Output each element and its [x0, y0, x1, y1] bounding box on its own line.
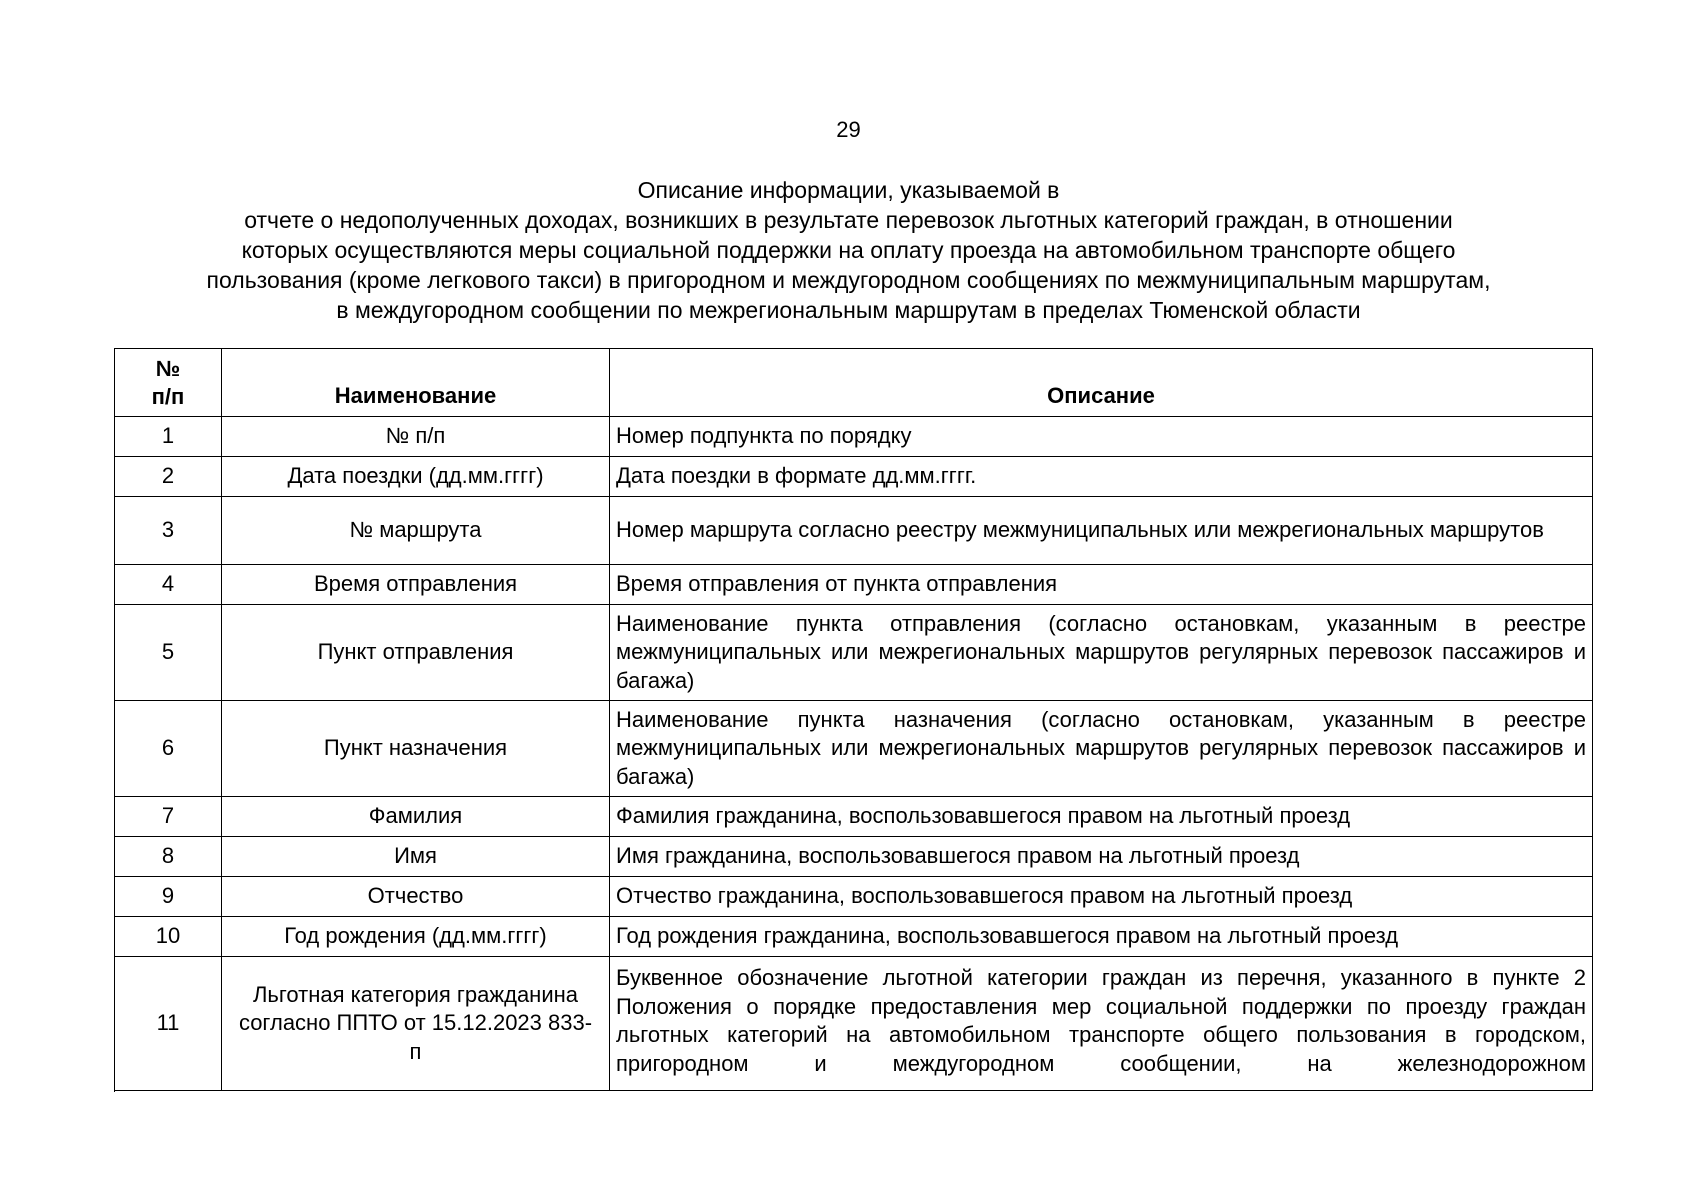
row-description [610, 917, 1593, 957]
document-title [90, 175, 1607, 325]
header-num-line1: № [155, 355, 181, 381]
row-description [610, 797, 1593, 837]
row-num: 9 [115, 877, 222, 917]
row-num: 4 [115, 565, 222, 605]
row-description-text: Отчество гражданина, воспользовавшегося правом на льготный проезд [616, 883, 1353, 909]
row-description-text: Номер подпункта по порядку [616, 423, 912, 449]
row-name: Дата поездки (дд.мм.гггг) [222, 457, 610, 497]
row-name: Отчество [222, 877, 610, 917]
row-name: № маршрута [222, 497, 610, 565]
row-num: 8 [115, 837, 222, 877]
row-description [610, 565, 1593, 605]
row-name: Фамилия [222, 797, 610, 837]
row-description [610, 877, 1593, 917]
row-num: 3 [115, 497, 222, 565]
row-name: Имя [222, 837, 610, 877]
row-description [610, 701, 1593, 797]
row-description [610, 957, 1593, 1091]
header-name: Наименование [222, 349, 610, 417]
row-description-text: Фамилия гражданина, воспользовавшегося правом на льготный проезд [616, 803, 1351, 829]
row-description-text: Год рождения гражданина, воспользовавшегося правом на льготный проезд [616, 923, 1399, 949]
row-num: 10 [115, 917, 222, 957]
row-description-text: Дата поездки в формате дд.мм.гггг. [616, 463, 977, 489]
row-num: 6 [115, 701, 222, 797]
row-num: 11 [115, 957, 222, 1091]
row-description-text: Наименование пункта отправления (согласно остановкам, указанным в реестре межмуниципальных или межрегиональных маршрутов регулярных перевозок пассажиров и багажа) [616, 610, 1586, 693]
row-name: Время отправления [222, 565, 610, 605]
row-description [610, 417, 1593, 457]
row-description-text: Имя гражданина, воспользовавшегося правом на льготный проезд [616, 843, 1300, 869]
row-description-text: Время отправления от пункта отправления [616, 571, 1058, 597]
row-name: Пункт назначения [222, 701, 610, 797]
row-num: 1 [115, 417, 222, 457]
info-table [114, 348, 1593, 1092]
row-num: 7 [115, 797, 222, 837]
row-name: Пункт отправления [222, 605, 610, 701]
row-name: Льготная категория гражданина согласно ППТО от 15.12.2023 833-п [222, 957, 610, 1091]
row-description-text: Наименование пункта назначения (согласно остановкам, указанным в реестре межмуниципальных или межрегиональных маршрутов регулярных перевозок пассажиров и багажа) [616, 706, 1586, 789]
row-description [610, 457, 1593, 497]
row-description-text: Номер маршрута согласно реестру межмуниципальных или межрегиональных маршрутов [616, 517, 1544, 543]
row-num: 2 [115, 457, 222, 497]
row-description [610, 837, 1593, 877]
title-line: Описание информации, указываемой в [637, 177, 1060, 203]
header-description: Описание [610, 349, 1593, 417]
page-number: 29 [836, 117, 861, 142]
title-line: в междугородном сообщении по межрегиональным маршрутам в пределах Тюменской области [336, 297, 1361, 323]
row-name: № п/п [222, 417, 610, 457]
row-description-text: Буквенное обозначение льготной категории граждан из перечня, указанного в пункте 2 Положения о порядке предоставления мер социальной поддержки по проезду граждан льготных категорий на автомобильном транспорте общего пользования в городском, пригородном и междугородном сообщении, на железнодорожном [616, 965, 1586, 1076]
header-num-line2: п/п [151, 383, 185, 409]
row-name: Год рождения (дд.мм.гггг) [222, 917, 610, 957]
row-description [610, 497, 1593, 565]
row-description [610, 605, 1593, 701]
header-num [115, 349, 222, 417]
title-line: отчете о недополученных доходах, возникших в результате перевозок льготных категорий граждан, в отношении [244, 207, 1453, 233]
title-line: которых осуществляются меры социальной поддержки на оплату проезда на автомобильном транспорте общего [241, 237, 1456, 263]
row-num: 5 [115, 605, 222, 701]
title-line: пользования (кроме легкового такси) в пригородном и междугородном сообщениях по межмуниципальным маршрутам, [206, 267, 1491, 293]
